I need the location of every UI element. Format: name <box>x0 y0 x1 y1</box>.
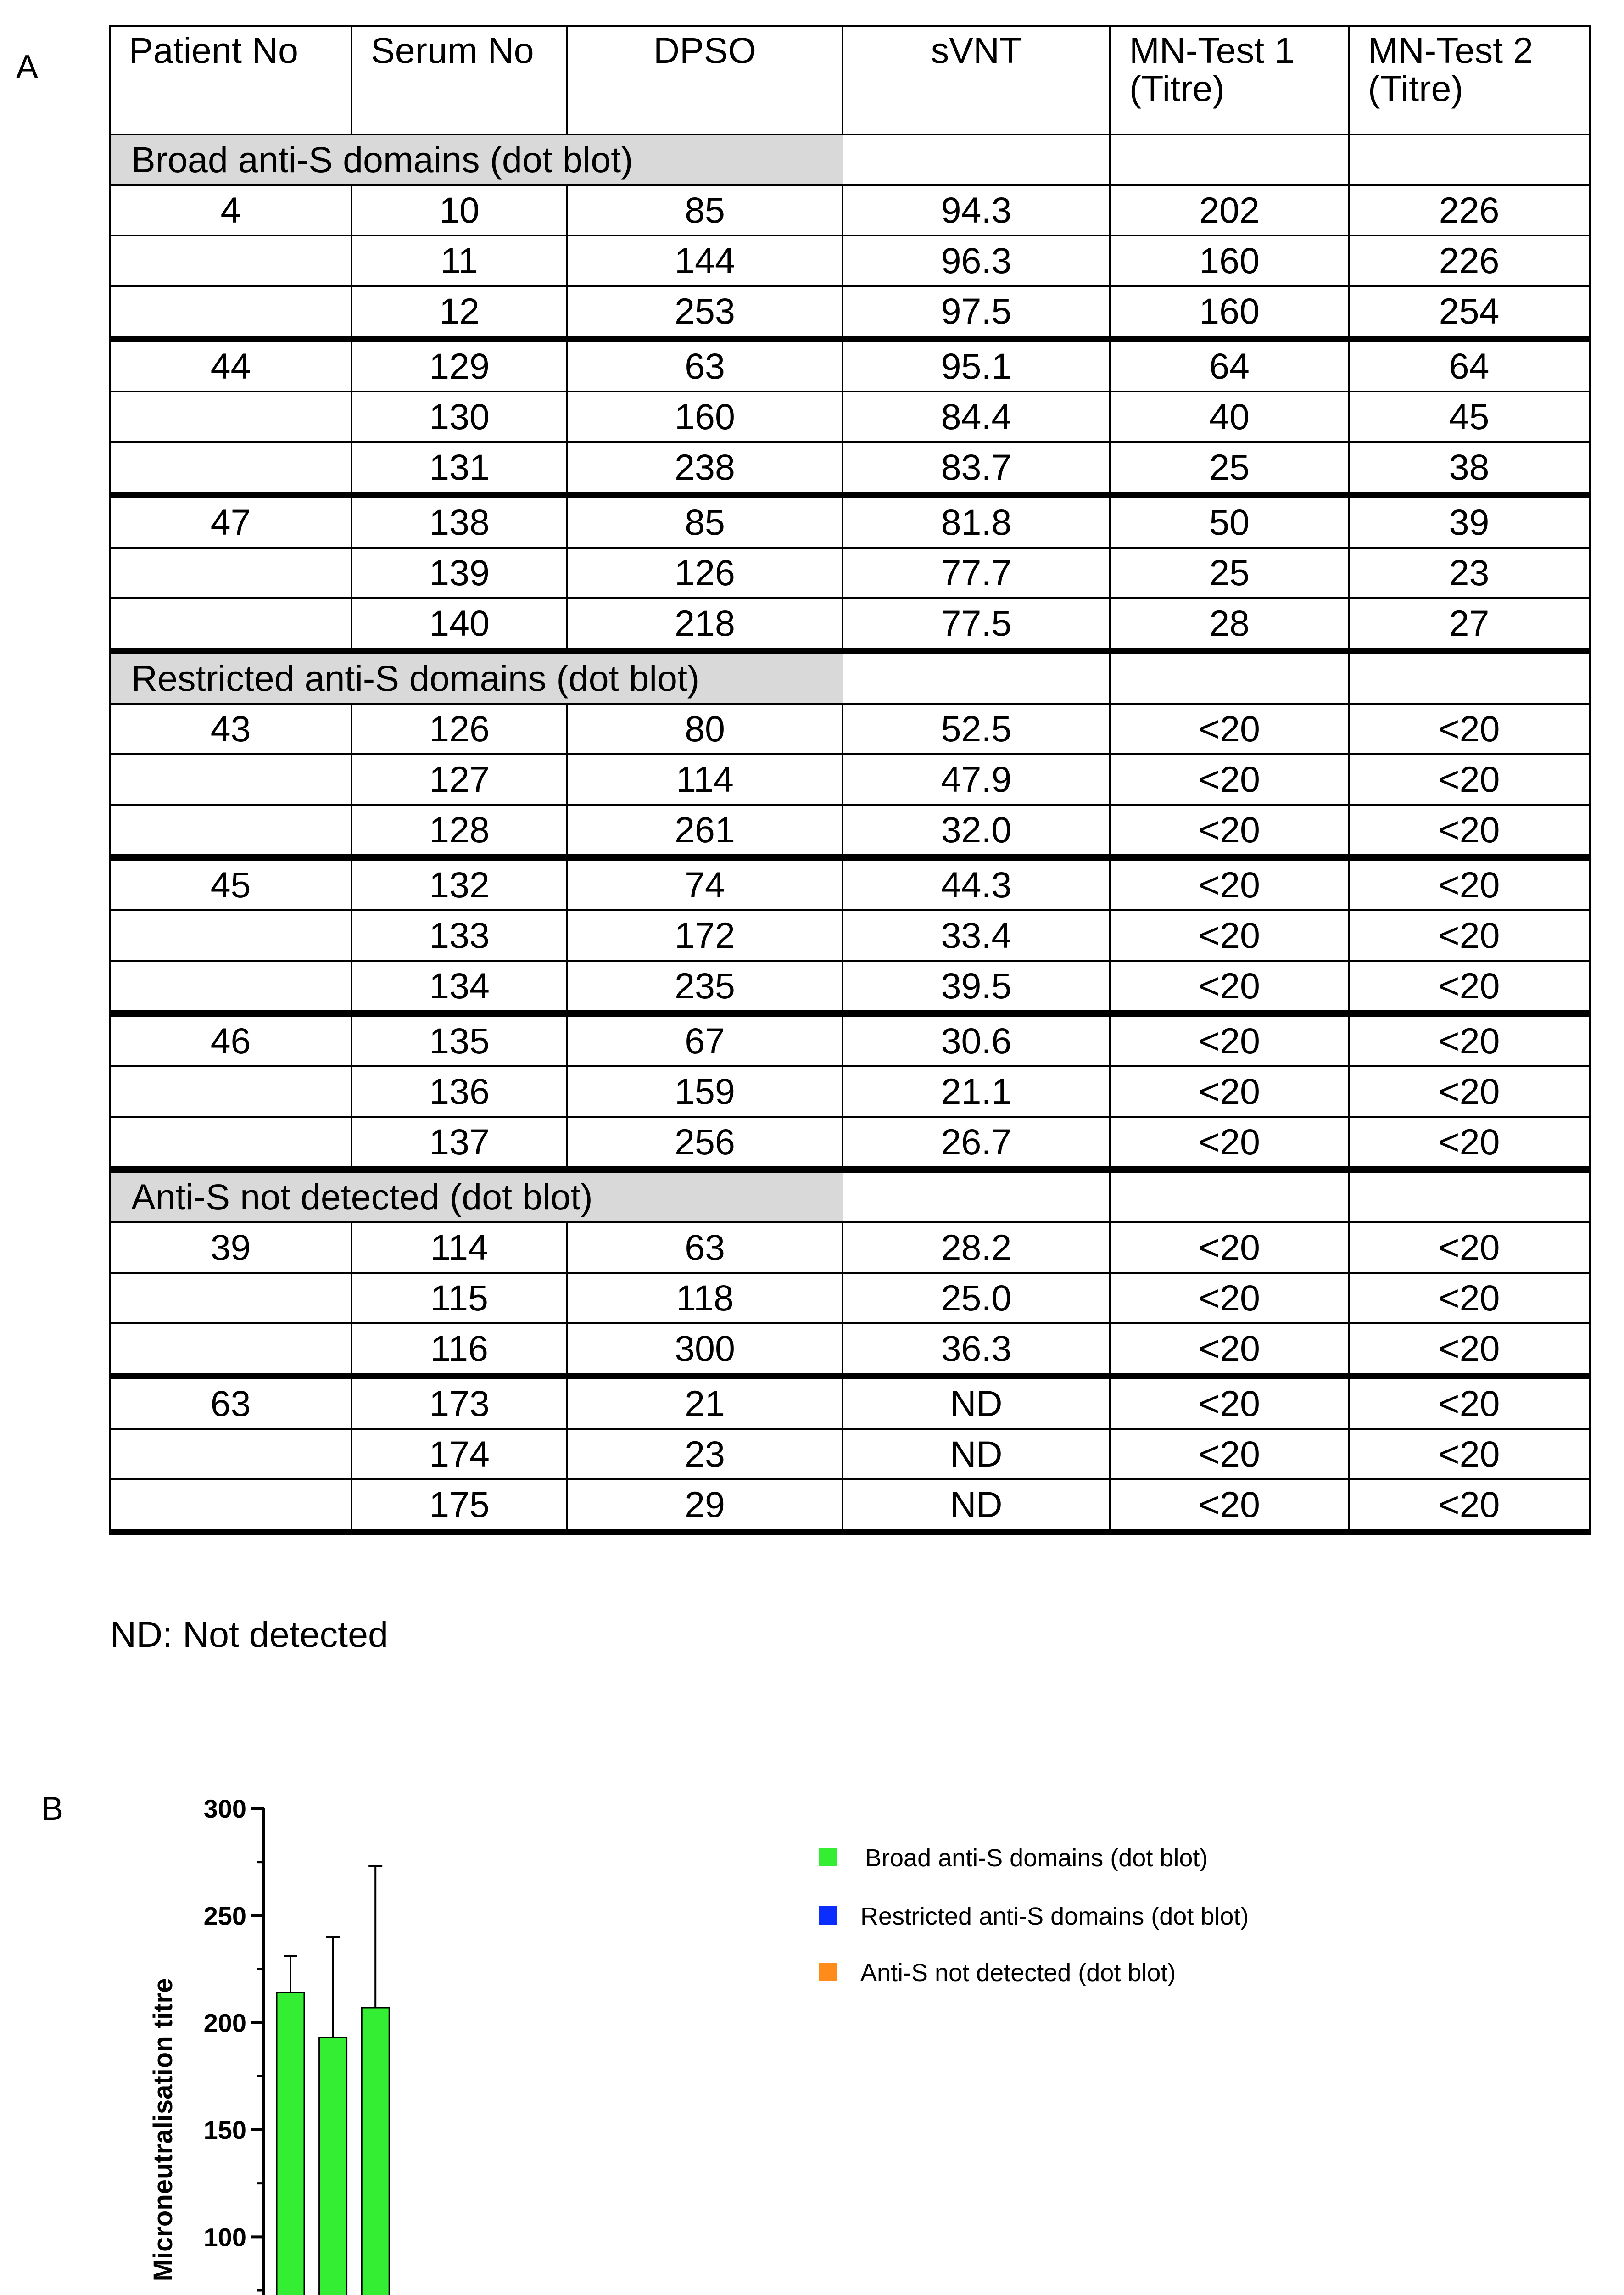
cell-patient-no <box>110 548 352 598</box>
cell-patient-no: 46 <box>110 1013 352 1066</box>
cell-patient-no <box>110 1323 352 1376</box>
cell-serum-no: 127 <box>352 754 567 805</box>
header-mn-test-2: MN-Test 2 (Titre) <box>1349 26 1590 134</box>
cell-patient-no: 4 <box>110 185 352 235</box>
cell-svnt: 30.6 <box>843 1013 1110 1066</box>
cell-serum-no: 138 <box>352 495 567 548</box>
cell-mn-test-1: <20 <box>1110 1323 1349 1376</box>
cell-dpso: 85 <box>567 495 843 548</box>
cell-svnt: 94.3 <box>843 185 1110 235</box>
cell-mn-test-2: <20 <box>1349 1479 1590 1532</box>
y-tick-label: 200 <box>203 2008 246 2038</box>
cell-mn-test-2: <20 <box>1349 1066 1590 1117</box>
cell-mn-test-1: <20 <box>1110 1222 1349 1273</box>
cell-svnt: 26.7 <box>843 1117 1110 1170</box>
cell-dpso: 21 <box>567 1376 843 1429</box>
cell-svnt: 33.4 <box>843 910 1110 961</box>
cell-serum-no: 175 <box>352 1479 567 1532</box>
cell-dpso: 29 <box>567 1479 843 1532</box>
section-header-row <box>110 134 1590 185</box>
cell-patient-no: 63 <box>110 1376 352 1429</box>
cell-mn-test-1: 25 <box>1110 442 1349 495</box>
header-svnt: sVNT <box>843 26 1110 134</box>
cell-dpso: 300 <box>567 1323 843 1376</box>
cell-serum-no: 11 <box>352 235 567 286</box>
section-empty-cell <box>843 134 1110 185</box>
cell-mn-test-2: 27 <box>1349 598 1590 651</box>
cell-mn-test-2: <20 <box>1349 1013 1590 1066</box>
cell-svnt: 47.9 <box>843 754 1110 805</box>
table-row <box>110 857 1590 910</box>
cell-mn-test-1: 28 <box>1110 598 1349 651</box>
table-row <box>110 598 1590 651</box>
cell-mn-test-2: 226 <box>1349 185 1590 235</box>
cell-mn-test-1: 64 <box>1110 339 1349 392</box>
cell-mn-test-1: <20 <box>1110 805 1349 857</box>
cell-mn-test-2: <20 <box>1349 961 1590 1013</box>
cell-mn-test-1: <20 <box>1110 1117 1349 1170</box>
section-empty-cell <box>1349 134 1590 185</box>
cell-patient-no: 43 <box>110 704 352 754</box>
section-header-row <box>110 1170 1590 1222</box>
cell-serum-no: 131 <box>352 442 567 495</box>
section-header-row <box>110 651 1590 704</box>
cell-mn-test-1: <20 <box>1110 1479 1349 1532</box>
cell-mn-test-2: 39 <box>1349 495 1590 548</box>
cell-svnt: 77.5 <box>843 598 1110 651</box>
section-empty-cell <box>1349 1170 1590 1222</box>
cell-serum-no: 136 <box>352 1066 567 1117</box>
table-footnote: ND: Not detected <box>110 1614 388 1655</box>
cell-mn-test-2: 226 <box>1349 235 1590 286</box>
cell-mn-test-1: <20 <box>1110 1429 1349 1479</box>
cell-patient-no <box>110 392 352 442</box>
table-row <box>110 235 1590 286</box>
y-tick-label: 250 <box>203 1901 246 1931</box>
table-row <box>110 704 1590 754</box>
cell-serum-no: 173 <box>352 1376 567 1429</box>
cell-dpso: 144 <box>567 235 843 286</box>
y-tick-label: 150 <box>203 2116 246 2144</box>
cell-mn-test-1: <20 <box>1110 1066 1349 1117</box>
cell-mn-test-2: <20 <box>1349 1273 1590 1323</box>
cell-svnt: 81.8 <box>843 495 1110 548</box>
table-row <box>110 548 1590 598</box>
cell-patient-no <box>110 598 352 651</box>
table-row <box>110 1222 1590 1273</box>
bar <box>362 2008 389 2295</box>
cell-mn-test-2: <20 <box>1349 910 1590 961</box>
cell-dpso: 74 <box>567 857 843 910</box>
legend-label: Restricted anti-S domains (dot blot) <box>860 1903 1249 1930</box>
cell-serum-no: 130 <box>352 392 567 442</box>
cell-mn-test-2: <20 <box>1349 704 1590 754</box>
cell-serum-no: 114 <box>352 1222 567 1273</box>
cell-dpso: 256 <box>567 1117 843 1170</box>
cell-serum-no: 135 <box>352 1013 567 1066</box>
microneutralisation-bar-chart <box>0 1781 1624 2295</box>
cell-dpso: 235 <box>567 961 843 1013</box>
cell-mn-test-2: <20 <box>1349 857 1590 910</box>
cell-mn-test-2: 64 <box>1349 339 1590 392</box>
cell-dpso: 253 <box>567 286 843 339</box>
section-empty-cell <box>843 1170 1110 1222</box>
cell-svnt: ND <box>843 1429 1110 1479</box>
table-row <box>110 1117 1590 1170</box>
cell-svnt: 97.5 <box>843 286 1110 339</box>
cell-patient-no <box>110 1273 352 1323</box>
cell-svnt: 44.3 <box>843 857 1110 910</box>
cell-patient-no <box>110 754 352 805</box>
cell-mn-test-2: <20 <box>1349 805 1590 857</box>
cell-patient-no <box>110 442 352 495</box>
table-row <box>110 1013 1590 1066</box>
cell-mn-test-1: 160 <box>1110 235 1349 286</box>
table-row <box>110 1479 1590 1532</box>
cell-serum-no: 115 <box>352 1273 567 1323</box>
cell-dpso: 114 <box>567 754 843 805</box>
cell-patient-no <box>110 1117 352 1170</box>
cell-mn-test-1: 40 <box>1110 392 1349 442</box>
cell-serum-no: 139 <box>352 548 567 598</box>
table-row <box>110 286 1590 339</box>
section-title: Broad anti-S domains (dot blot) <box>110 134 843 185</box>
cell-dpso: 261 <box>567 805 843 857</box>
table-row <box>110 1429 1590 1479</box>
cell-dpso: 67 <box>567 1013 843 1066</box>
cell-dpso: 63 <box>567 339 843 392</box>
cell-mn-test-2: <20 <box>1349 1117 1590 1170</box>
table-row <box>110 392 1590 442</box>
section-empty-cell <box>1110 651 1349 704</box>
section-title: Anti-S not detected (dot blot) <box>110 1170 843 1222</box>
cell-mn-test-1: <20 <box>1110 961 1349 1013</box>
cell-patient-no <box>110 1429 352 1479</box>
cell-serum-no: 12 <box>352 286 567 339</box>
cell-dpso: 118 <box>567 1273 843 1323</box>
section-title: Restricted anti-S domains (dot blot) <box>110 651 843 704</box>
table-row <box>110 442 1590 495</box>
cell-svnt: 96.3 <box>843 235 1110 286</box>
cell-serum-no: 126 <box>352 704 567 754</box>
cell-dpso: 218 <box>567 598 843 651</box>
cell-svnt: 95.1 <box>843 339 1110 392</box>
cell-dpso: 172 <box>567 910 843 961</box>
cell-mn-test-2: 23 <box>1349 548 1590 598</box>
table-row <box>110 1066 1590 1117</box>
y-tick-label: 100 <box>203 2222 246 2252</box>
cell-patient-no <box>110 235 352 286</box>
cell-dpso: 85 <box>567 185 843 235</box>
cell-svnt: 39.5 <box>843 961 1110 1013</box>
cell-serum-no: 140 <box>352 598 567 651</box>
cell-svnt: ND <box>843 1376 1110 1429</box>
cell-mn-test-2: <20 <box>1349 1376 1590 1429</box>
cell-mn-test-1: <20 <box>1110 1013 1349 1066</box>
y-tick-label: 300 <box>203 1794 246 1823</box>
cell-dpso: 238 <box>567 442 843 495</box>
cell-serum-no: 132 <box>352 857 567 910</box>
cell-mn-test-1: 202 <box>1110 185 1349 235</box>
section-empty-cell <box>843 651 1110 704</box>
cell-patient-no <box>110 961 352 1013</box>
cell-patient-no: 47 <box>110 495 352 548</box>
cell-patient-no: 45 <box>110 857 352 910</box>
cell-mn-test-1: 25 <box>1110 548 1349 598</box>
cell-svnt: ND <box>843 1479 1110 1532</box>
cell-svnt: 21.1 <box>843 1066 1110 1117</box>
cell-mn-test-1: 160 <box>1110 286 1349 339</box>
cell-serum-no: 10 <box>352 185 567 235</box>
table-row <box>110 1273 1590 1323</box>
legend-swatch <box>819 1906 837 1925</box>
section-empty-cell <box>1349 651 1590 704</box>
cell-serum-no: 137 <box>352 1117 567 1170</box>
cell-patient-no <box>110 286 352 339</box>
cell-patient-no <box>110 805 352 857</box>
cell-mn-test-2: 38 <box>1349 442 1590 495</box>
cell-mn-test-1: <20 <box>1110 754 1349 805</box>
legend-label: Broad anti-S domains (dot blot) <box>865 1844 1208 1872</box>
cell-dpso: 80 <box>567 704 843 754</box>
panel-a-label: A <box>16 49 39 85</box>
cell-dpso: 126 <box>567 548 843 598</box>
legend-swatch <box>819 1848 837 1866</box>
cell-serum-no: 174 <box>352 1429 567 1479</box>
table-row <box>110 754 1590 805</box>
header-mn-test-1: MN-Test 1 (Titre) <box>1110 26 1349 134</box>
serology-table <box>109 25 1591 1535</box>
table-row <box>110 1323 1590 1376</box>
cell-dpso: 160 <box>567 392 843 442</box>
cell-svnt: 25.0 <box>843 1273 1110 1323</box>
cell-mn-test-2: 45 <box>1349 392 1590 442</box>
section-empty-cell <box>1110 134 1349 185</box>
table-row <box>110 805 1590 857</box>
cell-mn-test-2: <20 <box>1349 1429 1590 1479</box>
cell-mn-test-2: <20 <box>1349 1222 1590 1273</box>
cell-dpso: 159 <box>567 1066 843 1117</box>
cell-svnt: 83.7 <box>843 442 1110 495</box>
table-row <box>110 910 1590 961</box>
cell-dpso: 63 <box>567 1222 843 1273</box>
cell-patient-no: 44 <box>110 339 352 392</box>
header-dpso: DPSO <box>567 26 843 134</box>
cell-svnt: 84.4 <box>843 392 1110 442</box>
legend-label: Anti-S not detected (dot blot) <box>860 1959 1176 1987</box>
cell-mn-test-1: <20 <box>1110 910 1349 961</box>
cell-serum-no: 128 <box>352 805 567 857</box>
cell-patient-no <box>110 910 352 961</box>
cell-mn-test-1: 50 <box>1110 495 1349 548</box>
cell-mn-test-1: <20 <box>1110 1273 1349 1323</box>
cell-mn-test-2: <20 <box>1349 1323 1590 1376</box>
section-empty-cell <box>1110 1170 1349 1222</box>
cell-svnt: 32.0 <box>843 805 1110 857</box>
table-header-row <box>110 26 1590 134</box>
cell-mn-test-1: <20 <box>1110 704 1349 754</box>
cell-svnt: 52.5 <box>843 704 1110 754</box>
cell-serum-no: 116 <box>352 1323 567 1376</box>
cell-patient-no <box>110 1066 352 1117</box>
header-serum-no: Serum No <box>352 26 567 134</box>
cell-mn-test-1: <20 <box>1110 857 1349 910</box>
cell-mn-test-1: <20 <box>1110 1376 1349 1429</box>
cell-svnt: 28.2 <box>843 1222 1110 1273</box>
legend-swatch <box>819 1963 837 1981</box>
cell-mn-test-2: 254 <box>1349 286 1590 339</box>
table-row <box>110 1376 1590 1429</box>
table-row <box>110 961 1590 1013</box>
panel-b-label: B <box>41 1791 64 1827</box>
bar <box>319 2038 347 2295</box>
cell-serum-no: 133 <box>352 910 567 961</box>
header-patient-no: Patient No <box>110 26 352 134</box>
bar <box>277 1993 304 2295</box>
table-row <box>110 185 1590 235</box>
cell-mn-test-2: <20 <box>1349 754 1590 805</box>
cell-svnt: 77.7 <box>843 548 1110 598</box>
cell-dpso: 23 <box>567 1429 843 1479</box>
cell-patient-no: 39 <box>110 1222 352 1273</box>
table-row <box>110 495 1590 548</box>
y-axis-label: Microneutralisation titre <box>148 1978 178 2282</box>
table-row <box>110 339 1590 392</box>
cell-serum-no: 129 <box>352 339 567 392</box>
cell-svnt: 36.3 <box>843 1323 1110 1376</box>
cell-serum-no: 134 <box>352 961 567 1013</box>
cell-patient-no <box>110 1479 352 1532</box>
